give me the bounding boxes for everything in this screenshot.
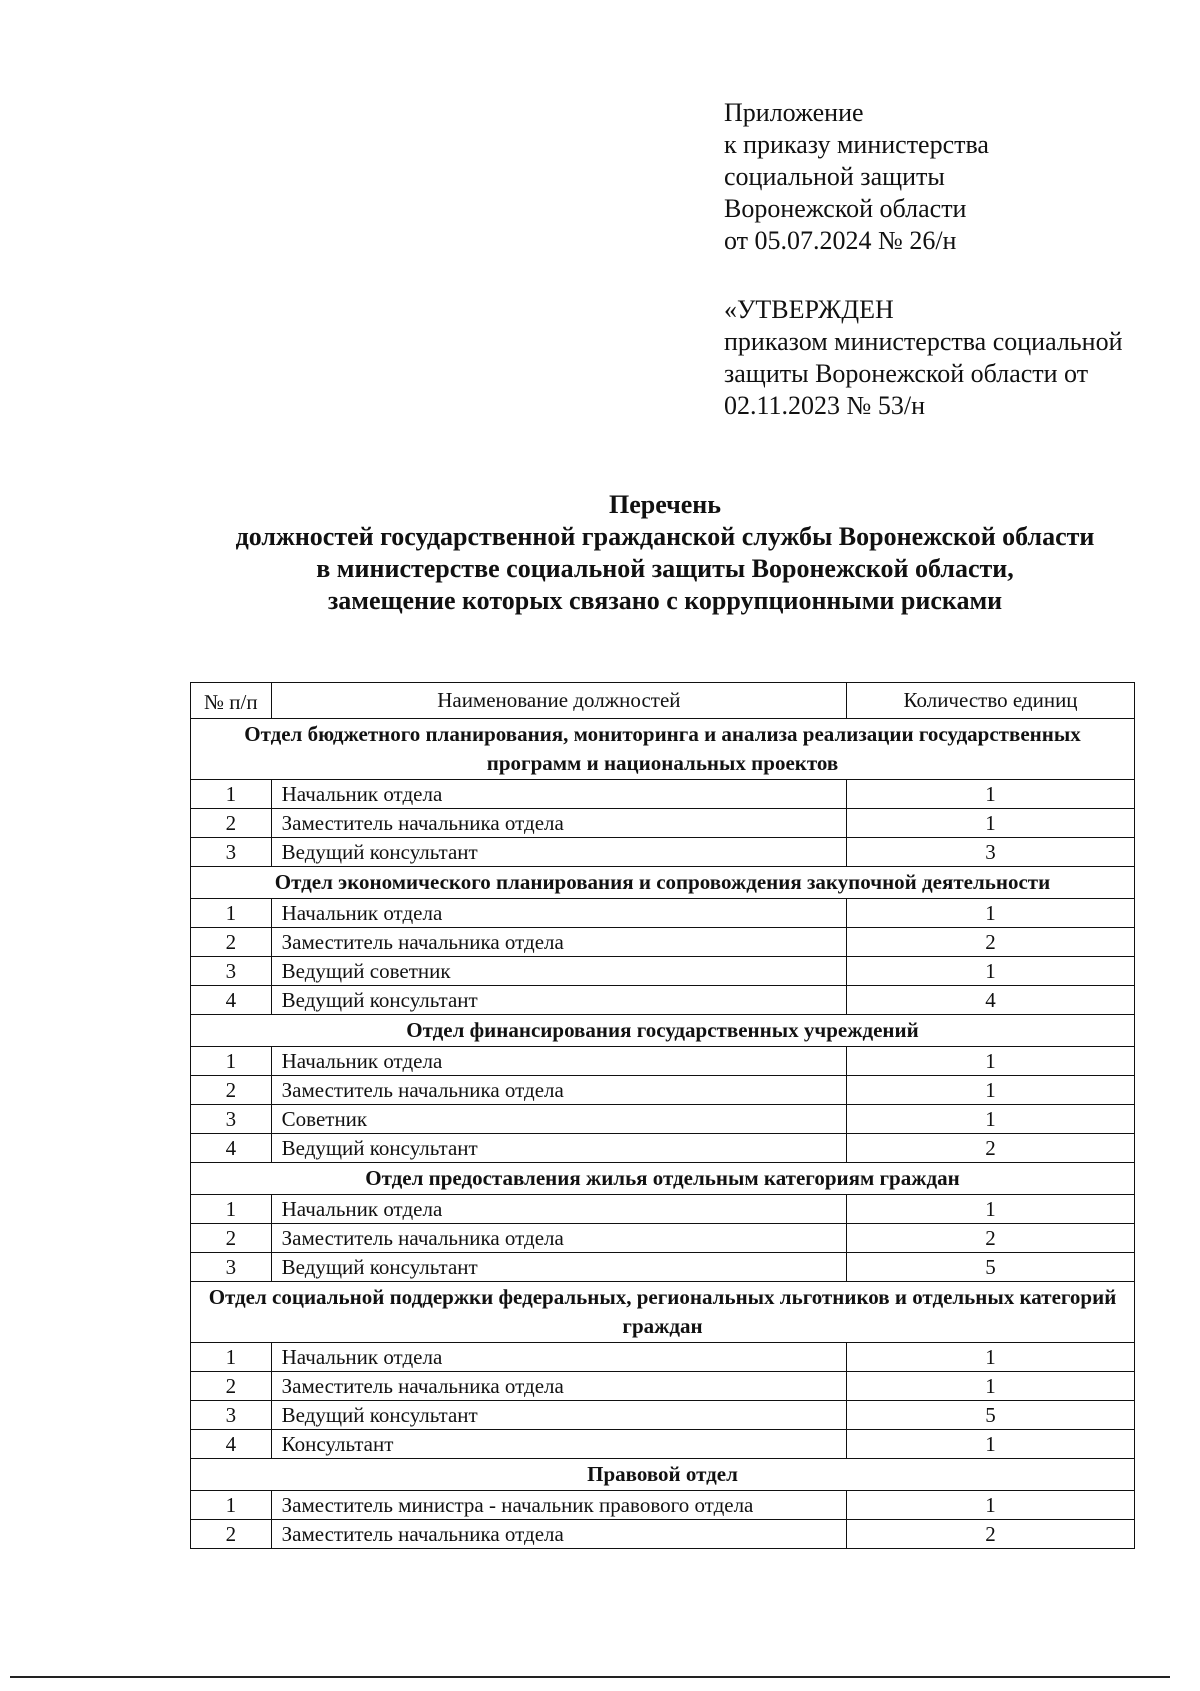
position-name: Ведущий консультант bbox=[271, 1401, 846, 1430]
row-number: 2 bbox=[191, 928, 272, 957]
table-row bbox=[191, 1105, 1135, 1134]
table-row bbox=[191, 1047, 1135, 1076]
row-number: 3 bbox=[191, 1105, 272, 1134]
position-quantity: 2 bbox=[847, 1224, 1135, 1253]
appendix-block bbox=[724, 97, 989, 257]
row-number: 2 bbox=[191, 1224, 272, 1253]
position-name: Заместитель начальника отдела bbox=[271, 928, 846, 957]
positions-table bbox=[190, 682, 1135, 1549]
position-name: Заместитель начальника отдела bbox=[271, 1520, 846, 1549]
section-title: Отдел социальной поддержки федеральных, региональных льготников и отдельных категорий граждан bbox=[191, 1282, 1135, 1343]
approval-line: «УТВЕРЖДЕН bbox=[724, 295, 894, 324]
row-number: 3 bbox=[191, 957, 272, 986]
table-row bbox=[191, 1520, 1135, 1549]
section-header-row bbox=[191, 1282, 1135, 1343]
approval-line: защиты Воронежской области от bbox=[724, 359, 1089, 388]
section-header-row bbox=[191, 867, 1135, 899]
appendix-line: Воронежской области bbox=[724, 194, 967, 223]
position-name: Ведущий советник bbox=[271, 957, 846, 986]
position-name: Советник bbox=[271, 1105, 846, 1134]
table-row bbox=[191, 838, 1135, 867]
row-number: 1 bbox=[191, 1195, 272, 1224]
position-quantity: 1 bbox=[847, 1076, 1135, 1105]
page-bottom-rule bbox=[10, 1676, 1170, 1678]
position-quantity: 3 bbox=[847, 838, 1135, 867]
position-name: Начальник отдела bbox=[271, 1047, 846, 1076]
approval-line: 02.11.2023 № 53/н bbox=[724, 391, 925, 420]
table-row bbox=[191, 1195, 1135, 1224]
position-name: Заместитель начальника отдела bbox=[271, 1372, 846, 1401]
table-row bbox=[191, 1224, 1135, 1253]
position-quantity: 1 bbox=[847, 1105, 1135, 1134]
position-quantity: 1 bbox=[847, 1195, 1135, 1224]
position-quantity: 1 bbox=[847, 899, 1135, 928]
table-row bbox=[191, 1372, 1135, 1401]
position-quantity: 5 bbox=[847, 1401, 1135, 1430]
position-quantity: 1 bbox=[847, 809, 1135, 838]
position-name: Заместитель начальника отдела bbox=[271, 1224, 846, 1253]
approval-block bbox=[724, 294, 1123, 422]
table-row bbox=[191, 928, 1135, 957]
table-row bbox=[191, 986, 1135, 1015]
title-line: замещение которых связано с коррупционными рисками bbox=[327, 586, 1003, 615]
row-number: 2 bbox=[191, 1372, 272, 1401]
row-number: 1 bbox=[191, 1047, 272, 1076]
approval-line: приказом министерства социальной bbox=[724, 327, 1123, 356]
section-header-row bbox=[191, 1459, 1135, 1491]
row-number: 4 bbox=[191, 1134, 272, 1163]
row-number: 2 bbox=[191, 1076, 272, 1105]
row-number: 4 bbox=[191, 986, 272, 1015]
table-row bbox=[191, 899, 1135, 928]
section-title: Отдел финансирования государственных учреждений bbox=[191, 1015, 1135, 1047]
header-position-name: Наименование должностей bbox=[271, 683, 846, 719]
appendix-line: социальной защиты bbox=[724, 162, 945, 191]
document-title bbox=[170, 489, 1160, 617]
table-row bbox=[191, 1076, 1135, 1105]
position-quantity: 1 bbox=[847, 1372, 1135, 1401]
table-row bbox=[191, 1491, 1135, 1520]
row-number: 3 bbox=[191, 1253, 272, 1282]
row-number: 1 bbox=[191, 1343, 272, 1372]
table-header-row bbox=[191, 683, 1135, 719]
position-name: Начальник отдела bbox=[271, 780, 846, 809]
row-number: 1 bbox=[191, 899, 272, 928]
position-quantity: 1 bbox=[847, 780, 1135, 809]
table-row bbox=[191, 809, 1135, 838]
row-number: 3 bbox=[191, 1401, 272, 1430]
position-quantity: 1 bbox=[847, 1047, 1135, 1076]
position-quantity: 1 bbox=[847, 1343, 1135, 1372]
section-title: Правовой отдел bbox=[191, 1459, 1135, 1491]
table-row bbox=[191, 1430, 1135, 1459]
position-name: Консультант bbox=[271, 1430, 846, 1459]
position-name: Начальник отдела bbox=[271, 899, 846, 928]
positions-table-body bbox=[191, 719, 1135, 1549]
position-quantity: 2 bbox=[847, 1134, 1135, 1163]
position-quantity: 1 bbox=[847, 1430, 1135, 1459]
row-number: 1 bbox=[191, 780, 272, 809]
appendix-line: к приказу министерства bbox=[724, 130, 989, 159]
title-line: Перечень bbox=[608, 490, 722, 519]
position-name: Ведущий консультант bbox=[271, 986, 846, 1015]
row-number: 4 bbox=[191, 1430, 272, 1459]
table-row bbox=[191, 1253, 1135, 1282]
position-quantity: 5 bbox=[847, 1253, 1135, 1282]
section-title: Отдел предоставления жилья отдельным категориям граждан bbox=[191, 1163, 1135, 1195]
section-header-row bbox=[191, 1015, 1135, 1047]
section-header-row bbox=[191, 1163, 1135, 1195]
position-name: Ведущий консультант bbox=[271, 1253, 846, 1282]
table-row bbox=[191, 1401, 1135, 1430]
row-number: 2 bbox=[191, 1520, 272, 1549]
section-title: Отдел экономического планирования и сопровождения закупочной деятельности bbox=[191, 867, 1135, 899]
appendix-line: Приложение bbox=[724, 98, 864, 127]
row-number: 2 bbox=[191, 809, 272, 838]
position-quantity: 1 bbox=[847, 1491, 1135, 1520]
title-line: в министерстве социальной защиты Воронежской области, bbox=[316, 554, 1014, 583]
position-quantity: 4 bbox=[847, 986, 1135, 1015]
position-quantity: 2 bbox=[847, 928, 1135, 957]
title-line: должностей государственной гражданской службы Воронежской области bbox=[235, 522, 1095, 551]
position-name: Заместитель начальника отдела bbox=[271, 809, 846, 838]
table-row bbox=[191, 1134, 1135, 1163]
header-number: № п/п bbox=[191, 683, 272, 719]
position-name: Ведущий консультант bbox=[271, 838, 846, 867]
position-quantity: 1 bbox=[847, 957, 1135, 986]
position-name: Начальник отдела bbox=[271, 1343, 846, 1372]
position-name: Заместитель начальника отдела bbox=[271, 1076, 846, 1105]
table-row bbox=[191, 957, 1135, 986]
section-header-row bbox=[191, 719, 1135, 780]
position-quantity: 2 bbox=[847, 1520, 1135, 1549]
table-row bbox=[191, 780, 1135, 809]
header-quantity: Количество единиц bbox=[847, 683, 1135, 719]
row-number: 3 bbox=[191, 838, 272, 867]
appendix-line: от 05.07.2024 № 26/н bbox=[724, 226, 957, 255]
table-row bbox=[191, 1343, 1135, 1372]
position-name: Заместитель министра - начальник правового отдела bbox=[271, 1491, 846, 1520]
position-name: Ведущий консультант bbox=[271, 1134, 846, 1163]
position-name: Начальник отдела bbox=[271, 1195, 846, 1224]
section-title: Отдел бюджетного планирования, мониторинга и анализа реализации государственных программ и национальных проектов bbox=[191, 719, 1135, 780]
row-number: 1 bbox=[191, 1491, 272, 1520]
